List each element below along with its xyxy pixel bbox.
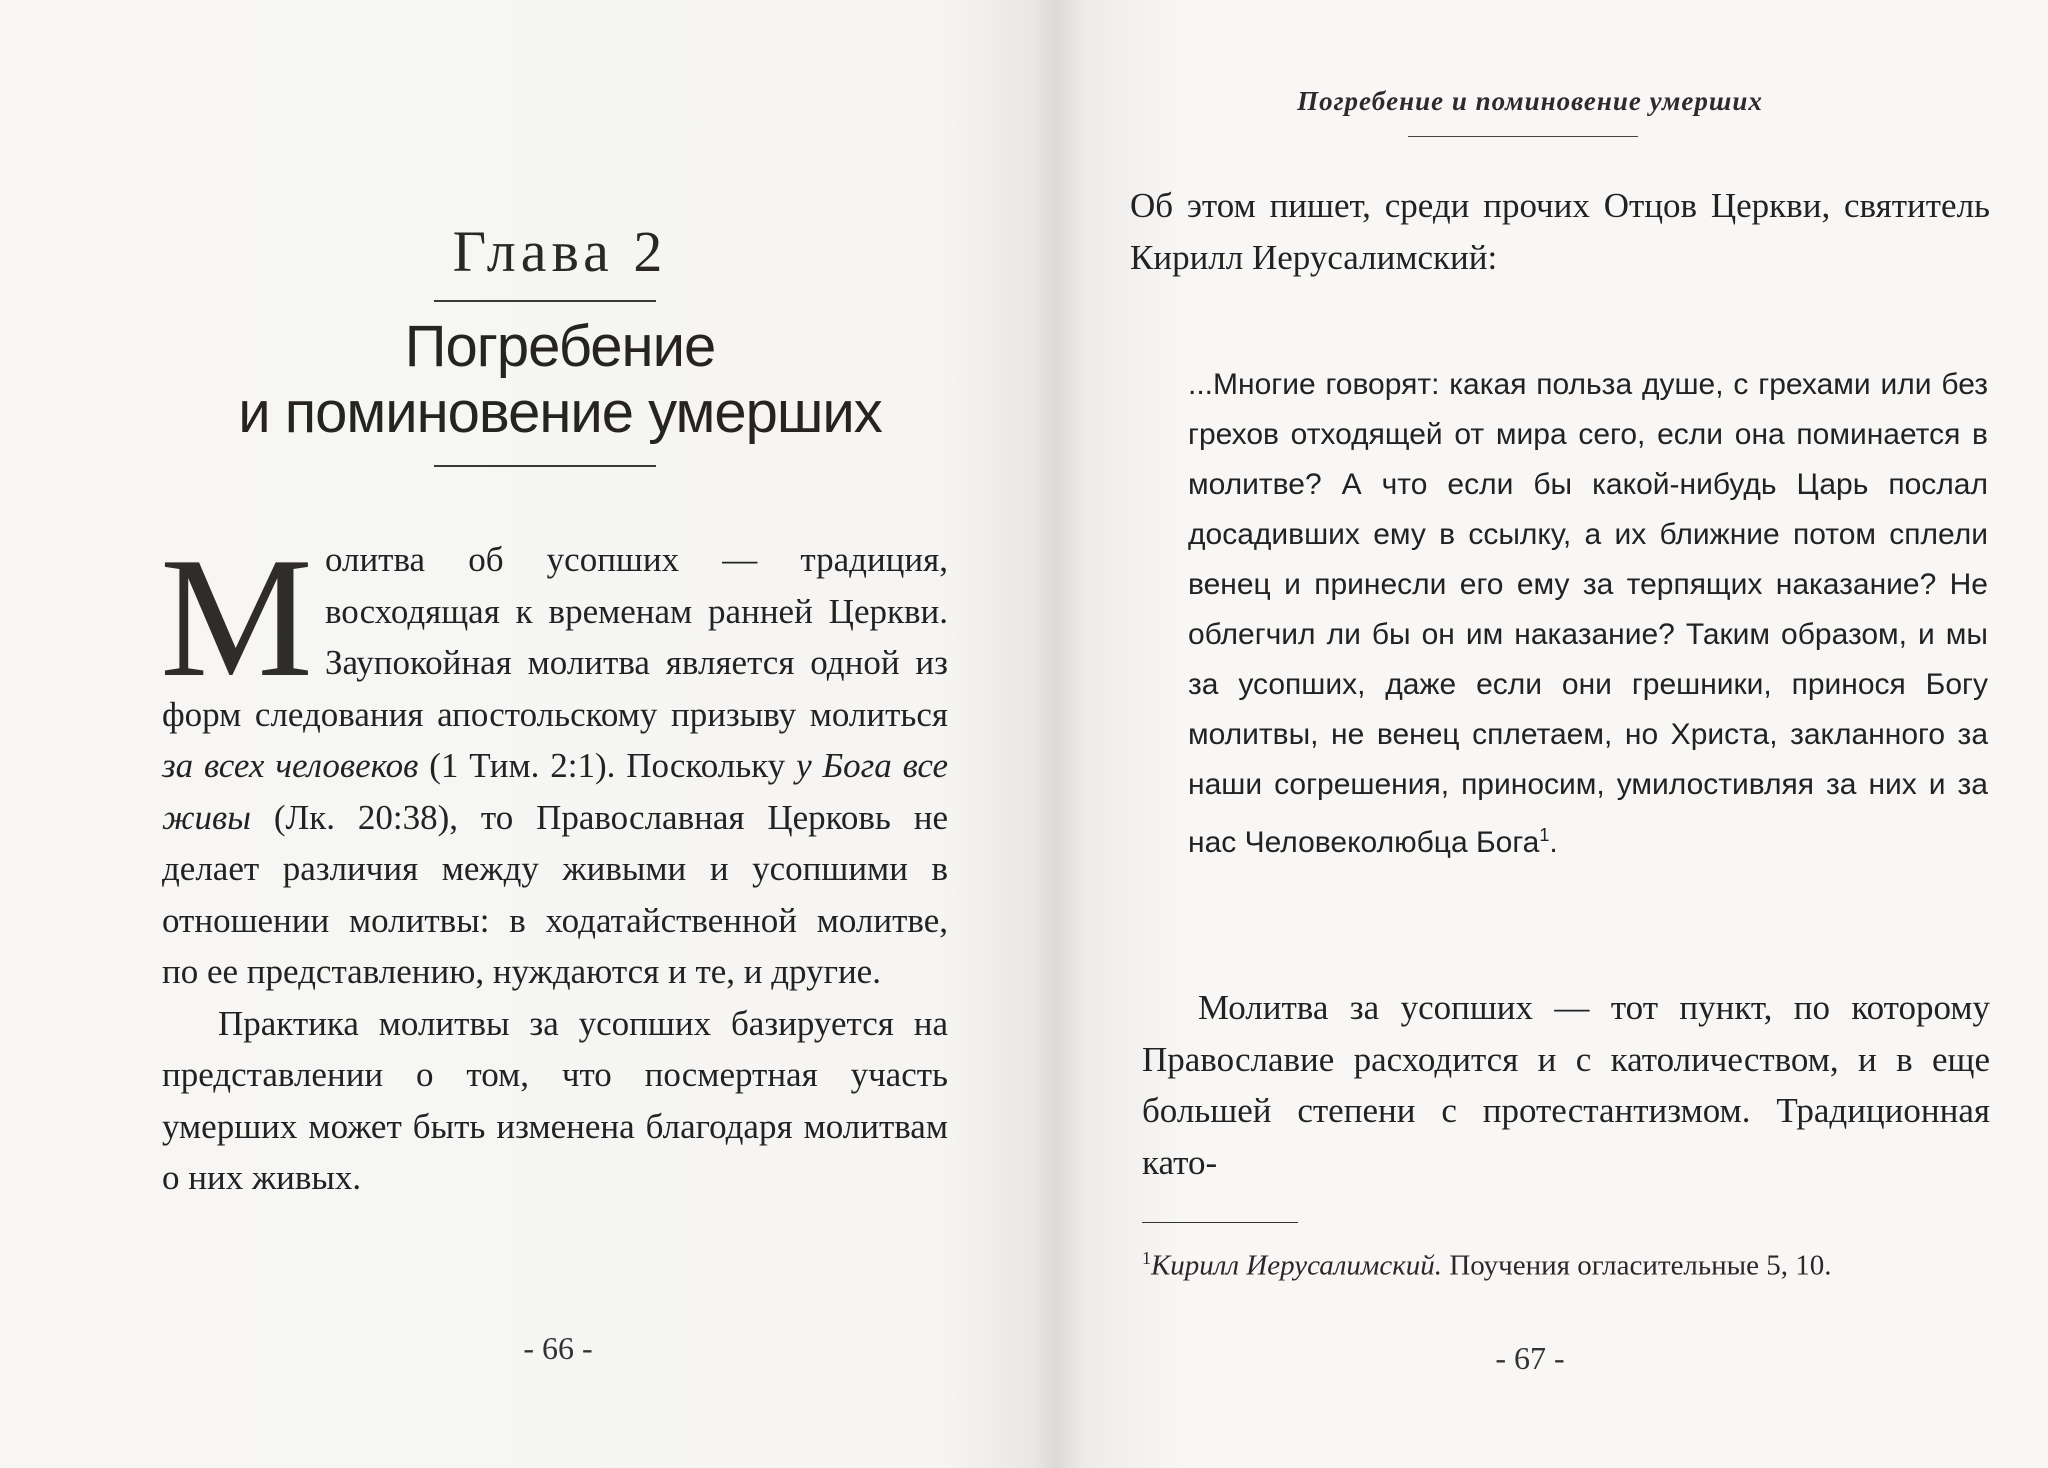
paragraph-1-text-c: (Лк. 20:38), то Православная Церковь не делает различия между живыми и усопшими в отношении молитвы: в ходатайственной молитве, по ее представлению, нуждаются и те, и другие. <box>162 797 948 991</box>
chapter-divider-bottom <box>434 465 656 467</box>
footnote-text: Поучения огласительные 5, 10. <box>1442 1249 1832 1282</box>
scripture-quote-1: за всех человеков <box>162 746 419 785</box>
running-head: Погребение и поминовение умерших <box>1297 86 1763 116</box>
footnote-rule <box>1142 1222 1298 1223</box>
quote-text: ...Многие говорят: какая польза душе, с грехами или без грехов отходящей от мира сего, если она поминается в молитве? А что если бы какой-нибудь Царь послал досадивших ему в ссылку, а их ближние потом сплели венец и принесли его ему за терпящих наказание? Не облегчил ли бы он им наказание? Таким образом, и мы за усопших, даже если они грешники, принося Богу молитвы, не венец сплетаем, но Христа, закланного за наши согрешения, приносим, умилостивляя за них и за нас Человеколюбца Бога <box>1188 368 1988 859</box>
footnote-author: Кирилл Иерусалимский. <box>1151 1249 1443 1282</box>
intro-text: Об этом пишет, среди прочих Отцов Церкви, святитель Кирилл Иерусалимский: <box>1130 186 1990 277</box>
closing-text: Молитва за усопших — тот пункт, по которому Православие расходится и с католичеством, и в еще большей степени с протестантизмом. Традиционная като- <box>1142 988 1990 1182</box>
scripture-quote-2: у Бога все живы <box>162 746 948 837</box>
running-head-rule <box>1408 136 1638 137</box>
page-number-left: - 66 - <box>523 1330 593 1366</box>
paragraph-1 <box>160 523 948 998</box>
right-page <box>1060 0 2048 1468</box>
chapter-title-line-1: Погребение <box>404 314 716 379</box>
closing-paragraph <box>1142 982 1990 1188</box>
intro-paragraph <box>1130 180 1990 283</box>
chapter-label: Глава 2 <box>452 219 668 284</box>
paragraph-1-text-b: (1 Тим. 2:1). Поскольку <box>418 746 797 785</box>
footnote-number: 1 <box>1142 1248 1151 1268</box>
paragraph-2: Практика молитвы за усопших базируется на представлении о том, что посмертная участь умерших может быть изменена благодаря молитвам о них живых. <box>162 1003 948 1197</box>
footnote-ref: 1 <box>1539 825 1550 845</box>
paragraph-1-text-a: олитва об усопших — традиция, восходящая к временам ранней Церкви. Заупокойная молитва является одной из форм следования апостольскому призыву молиться <box>162 540 948 734</box>
bleed-through-text <box>310 92 790 114</box>
chapter-title-line-2: и поминовение умерших <box>238 380 882 445</box>
block-quote <box>1188 360 1988 868</box>
drop-cap: М <box>160 523 313 713</box>
chapter-title <box>130 314 990 446</box>
footnote <box>1142 1236 1992 1288</box>
page-number-right: - 67 - <box>1495 1340 1565 1376</box>
left-body-text <box>160 523 948 1204</box>
quote-end: . <box>1549 826 1558 859</box>
chapter-divider-top <box>434 300 656 302</box>
